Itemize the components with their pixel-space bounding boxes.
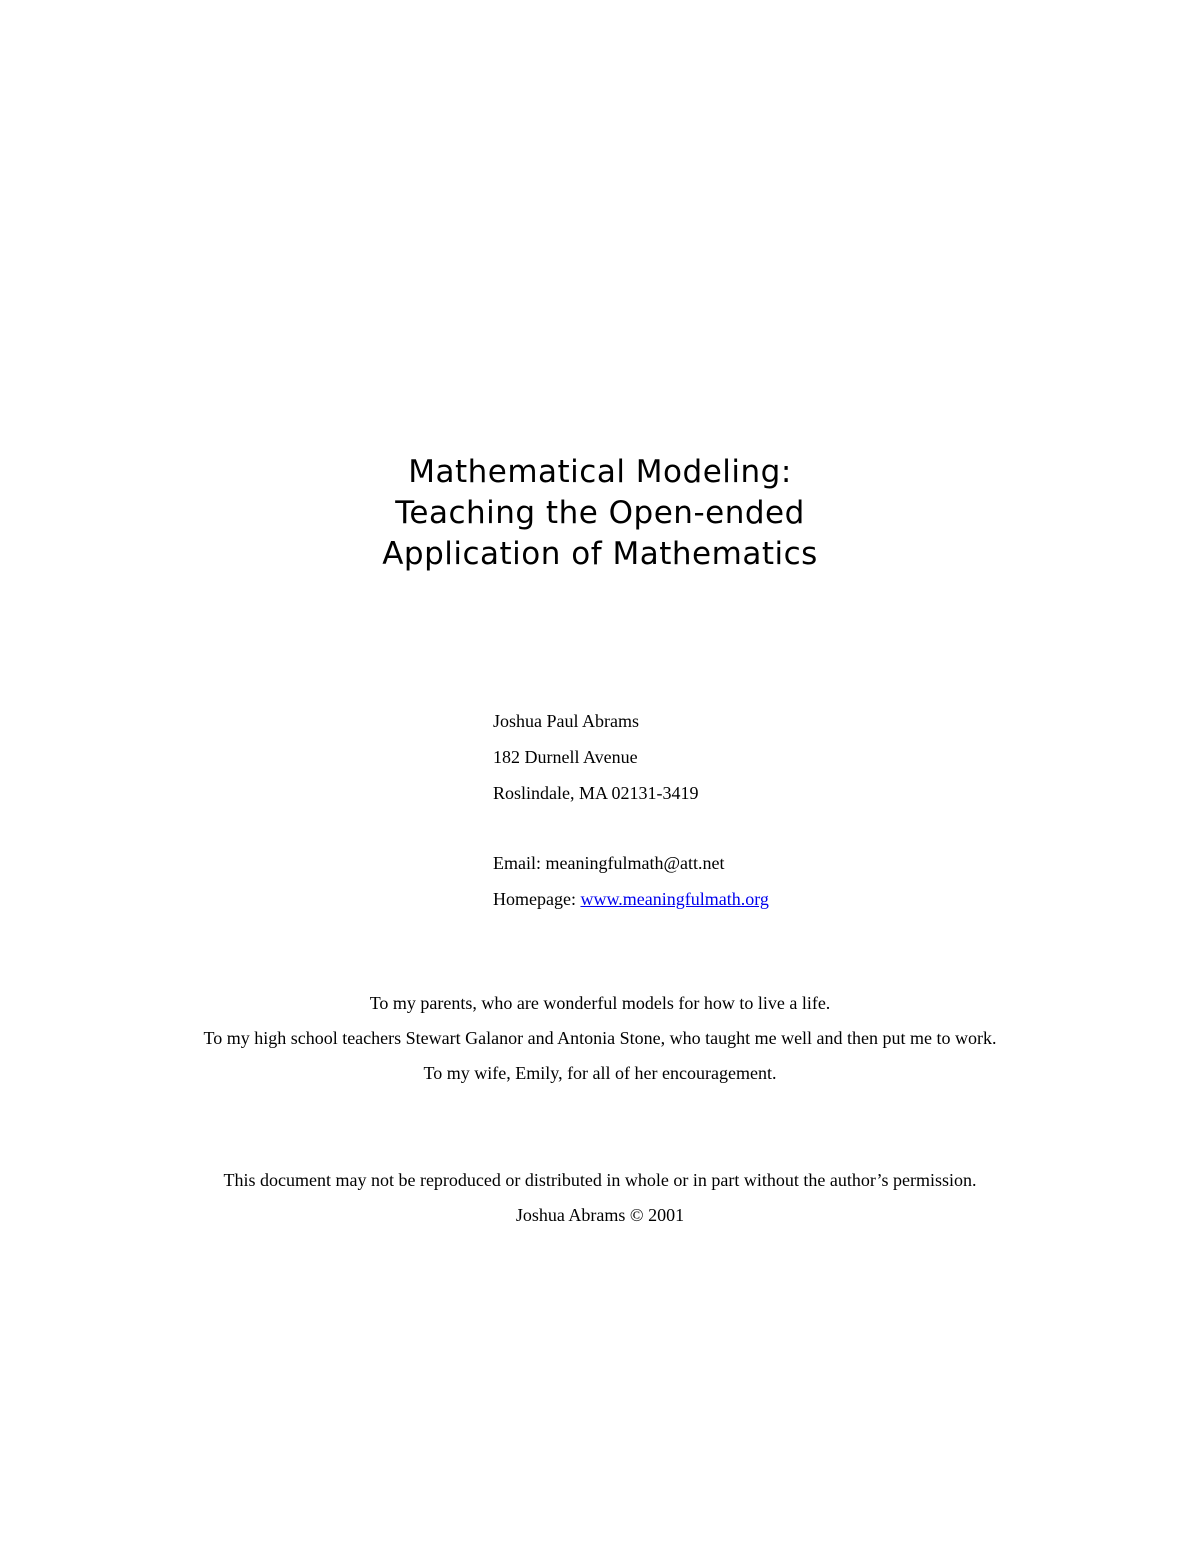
dedication-line: To my parents, who are wonderful models for how to live a life. xyxy=(369,993,831,1013)
author-city: Roslindale, MA 02131-3419 xyxy=(493,783,699,803)
author-contact-block xyxy=(493,706,769,920)
copyright-notice-block xyxy=(0,1165,1200,1235)
email-address: meaningfulmath@att.net xyxy=(545,853,725,873)
homepage-label: Homepage: xyxy=(493,889,576,909)
permission-notice: This document may not be reproduced or distributed in whole or in part without the author’s permission. xyxy=(223,1170,977,1190)
dedication-block xyxy=(0,988,1200,1093)
author-name: Joshua Paul Abrams xyxy=(493,711,639,731)
dedication-line: To my wife, Emily, for all of her encouragement. xyxy=(423,1063,777,1083)
author-street: 182 Durnell Avenue xyxy=(493,747,638,767)
homepage-link[interactable]: www.meaningfulmath.org xyxy=(580,889,769,909)
author-homepage-line xyxy=(493,884,769,920)
email-label: Email: xyxy=(493,853,541,873)
title-line-1: Mathematical Modeling: xyxy=(408,454,792,490)
document-title xyxy=(0,452,1200,575)
author-email-line xyxy=(493,848,769,884)
title-line-3: Application of Mathematics xyxy=(382,536,818,572)
dedication-line: To my high school teachers Stewart Galanor and Antonia Stone, who taught me well and then put me to work. xyxy=(203,1028,997,1048)
copyright-line: Joshua Abrams © 2001 xyxy=(515,1205,685,1225)
title-line-2: Teaching the Open-ended xyxy=(395,495,805,531)
